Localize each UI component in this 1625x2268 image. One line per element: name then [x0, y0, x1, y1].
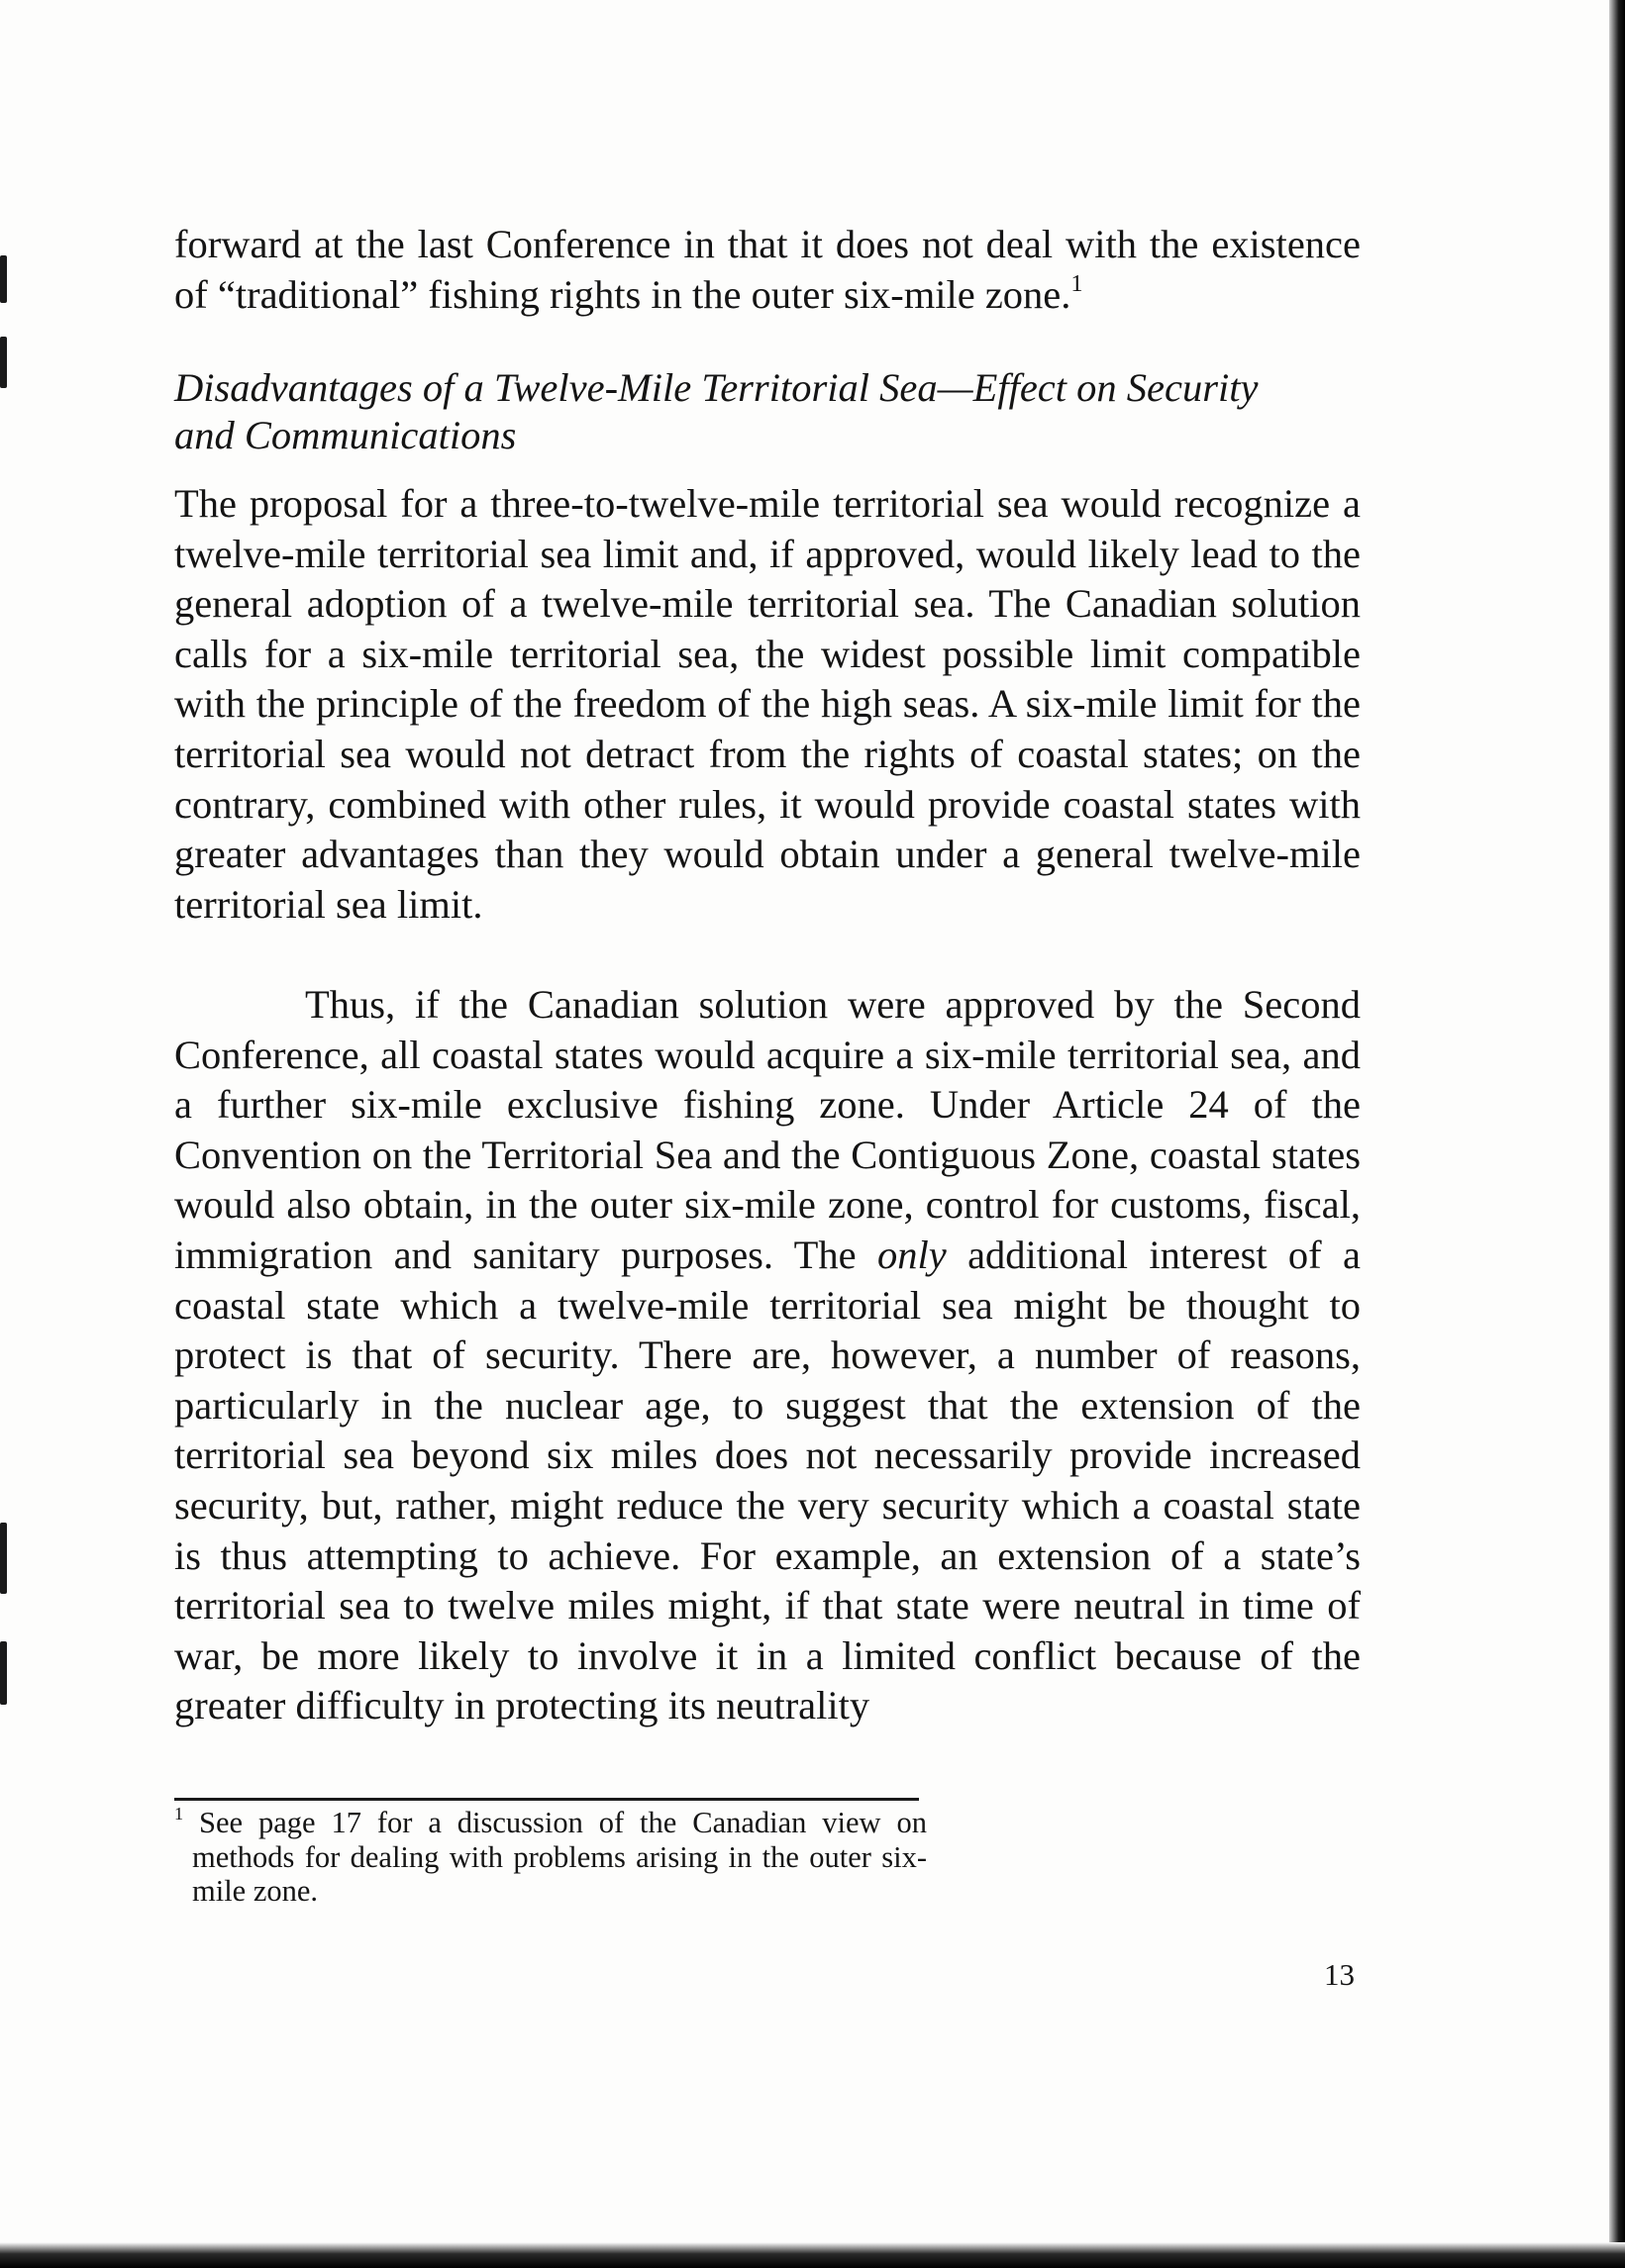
section-heading: Disadvantages of a Twelve-Mile Territorial Sea—Effect on Security and Communications [174, 365, 1259, 457]
scan-edge-right [1609, 0, 1625, 2268]
binding-mark [0, 337, 7, 388]
footnote-text: See page 17 for a discussion of the Canadian view on methods for dealing with problems arising in the outer six-mile zone. [183, 1806, 927, 1908]
intro-paragraph [174, 220, 1361, 320]
paragraph [174, 479, 1361, 930]
paragraph [174, 980, 1361, 1731]
binding-mark [0, 1641, 7, 1705]
page-number: 13 [1324, 1957, 1355, 1992]
paragraph-text: additional interest of a coastal state which a twelve-mile territorial sea might be thought to protect is that of security. There are, however, a number of reasons, particularly in the nuclear age, to suggest that the extension of the territorial sea beyond six miles does not necessarily provide increased security, but, rather, might reduce the very security which a coastal state is thus attempting to achieve. For example, an extension of a state’s territorial sea to twelve miles might, if that state were neutral in time of war, be more likely to involve it in a limited conflict because of the greater difficulty in protecting its neutrality [174, 1232, 1361, 1728]
footnote [174, 1806, 927, 1909]
binding-mark [0, 1523, 7, 1594]
emphasized-word: only [876, 1232, 947, 1277]
paragraph-text: Thus, if the Canadian solution were approved by the Second Conference, all coastal states would acquire a six-mile territorial sea, and a further six-mile exclusive fishing zone. Under Article 24 of the Convention on the Territorial Sea and the Contiguous Zone, coastal states would also obtain, in the outer six-mile zone, control for customs, fiscal, immigration and sanitary purposes. The [174, 982, 1361, 1277]
footnote-marker: 1 [174, 1804, 184, 1824]
footnote-reference: 1 [1070, 269, 1083, 297]
paragraph-text: The proposal for a three-to-twelve-mile territorial sea would recognize a twelve-mile territorial sea limit and, if approved, would likely lead to the general adoption of a twelve-mile territorial sea. The Canadian solution calls for a six-mile territorial sea, the widest possible limit compatible with the principle of the freedom of the high seas. A six-mile limit for the territorial sea would not detract from the rights of coastal states; on the contrary, combined with other rules, it would provide coastal states with greater advantages than they would obtain under a general twelve-mile territorial sea limit. [174, 481, 1361, 927]
scan-edge-bottom [0, 2242, 1625, 2268]
footnote-divider [174, 1798, 919, 1801]
intro-paragraph-text: forward at the last Conference in that it does not deal with the existence of “traditional” fishing rights in the outer six-mile zone. [174, 222, 1361, 317]
binding-mark [0, 255, 7, 303]
